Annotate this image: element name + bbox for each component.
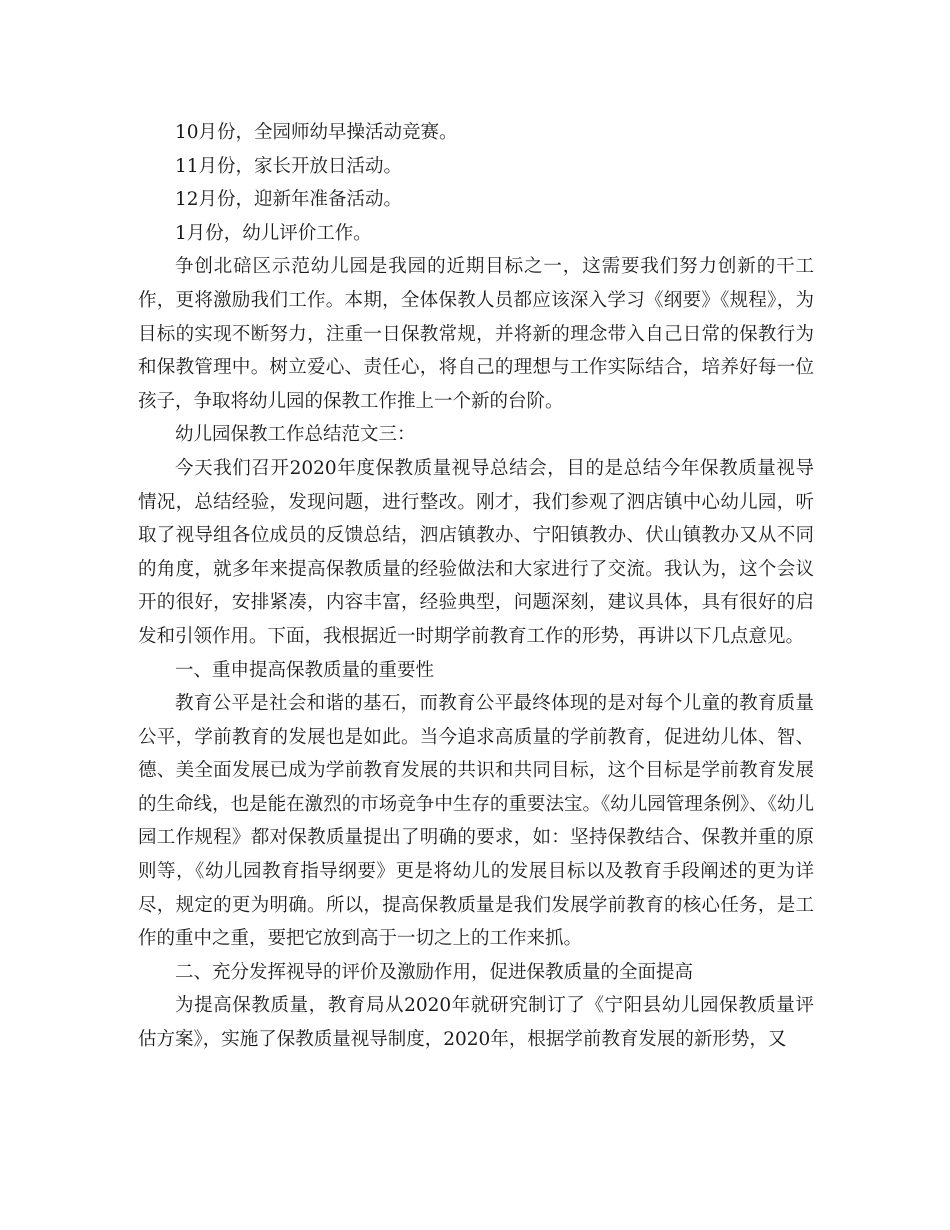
- paragraph-november-event: 11月份，家长开放日活动。: [175, 155, 403, 177]
- section-heading-two: 二、充分发挥视导的评价及激励作用，促进保教质量的全面提高: [175, 961, 694, 983]
- section-heading-sample-three: 幼儿园保教工作总结范文三：: [175, 424, 416, 446]
- paragraph-october-event: 10月份，全园师幼早操活动竞赛。: [175, 122, 458, 143]
- section-heading-one: 一、重申提高保教质量的重要性: [175, 659, 435, 681]
- document-body: [138, 116, 814, 1057]
- paragraph-quality-plan: 为提高保教质量，教育局从2020年就研究制订了《宁阳县幼儿园保教质量评估方案》，实施了保教质量视导制度，2020年，根据学前教育发展的新形势，又: [138, 995, 814, 1051]
- paragraph-goal: 争创北碚区示范幼儿园是我园的近期目标之一，这需要我们努力创新的干工作，更将激励我们工作。本期，全体保教人员都应该深入学习《纲要》《规程》，为目标的实现不断努力，注重一日保教常规，并将新的理念带入自己日常的保教行为和保教管理中。树立爱心、责任心，将自己的理想与工作实际结合，培养好每一位孩子，争取将幼儿园的保教工作推上一个新的台阶。: [138, 256, 814, 412]
- paragraph-december-event: 12月份，迎新年准备活动。: [175, 189, 403, 211]
- paragraph-education-fairness: 教育公平是社会和谐的基石，而教育公平最终体现的是对每个儿童的教育质量公平，学前教育的发展也是如此。当今追求高质量的学前教育，促进幼儿体、智、德、美全面发展已成为学前教育发展的共识和共同目标，这个目标是学前教育发展的生命线，也是能在激烈的市场竞争中生存的重要法宝。《幼儿园管理条例》、《幼儿园工作规程》都对保教质量提出了明确的要求，如：坚持保教结合、保教并重的原则等，《幼儿园教育指导纲要》更是将幼儿的发展目标以及教育手段阐述的更为详尽，规定的更为明确。所以，提高保教质量是我们发展学前教育的核心任务，是工作的重中之重，要把它放到高于一切之上的工作来抓。: [138, 693, 814, 950]
- paragraph-january-event: 1月份，幼儿评价工作。: [175, 222, 372, 244]
- paragraph-meeting-intro: 今天我们召开2020年度保教质量视导总结会，目的是总结今年保教质量视导情况，总结经验，发现问题，进行整改。刚才，我们参观了泗店镇中心幼儿园，听取了视导组各位成员的反馈总结，泗店镇教办、宁阳镇教办、伏山镇教办又从不同的角度，就多年来提高保教质量的经验做法和大家进行了交流。我认为，这个会议开的很好，安排紧凑，内容丰富，经验典型，问题深刻，建议具体，具有很好的启发和引领作用。下面，我根据近一时期学前教育工作的形势，再讲以下几点意见。: [138, 457, 814, 647]
